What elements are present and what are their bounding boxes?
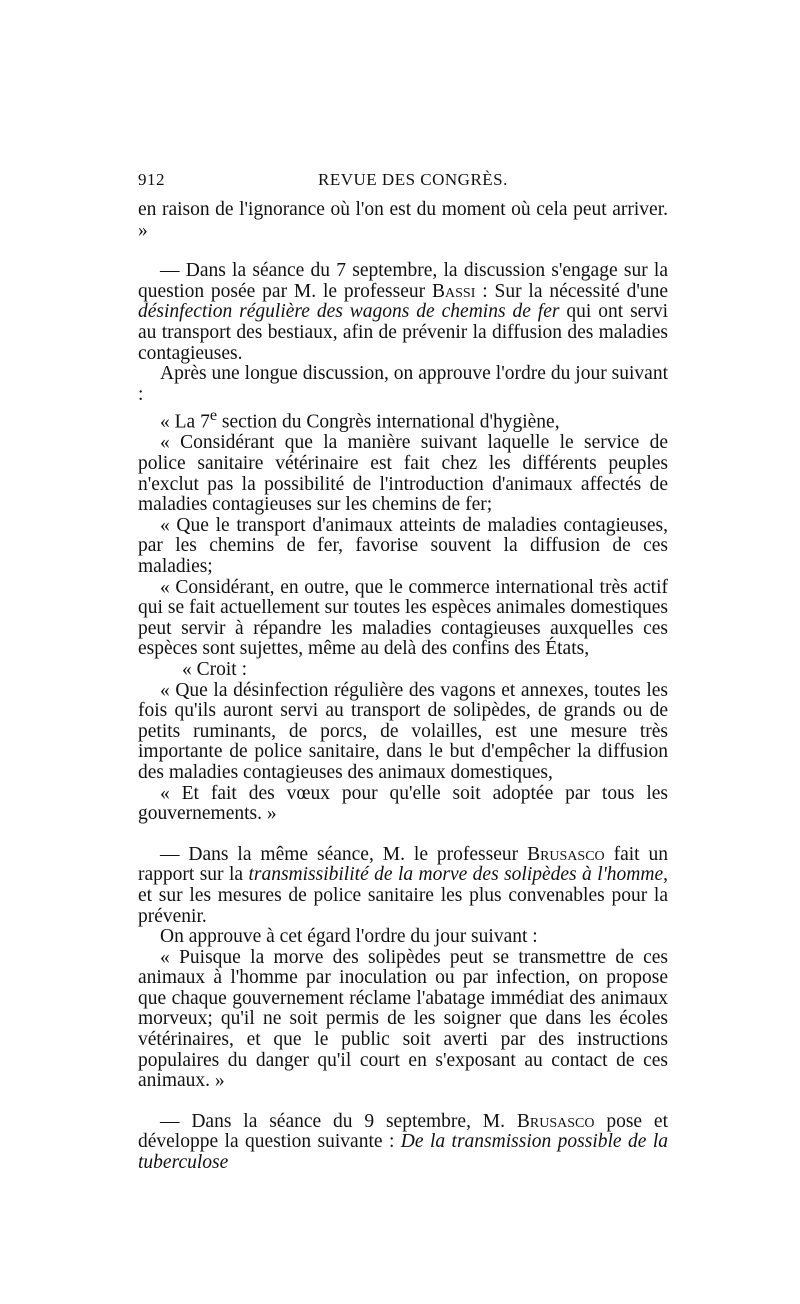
paragraph-on-approuve: On approuve à cet égard l'ordre du jour suivant :	[160, 926, 538, 948]
text-run: pose et développe la question suivante :	[138, 1110, 668, 1153]
text-run: « La 7	[160, 411, 210, 433]
paragraph-desinfection: « Que la désinfection régulière des vagons et annexes, toutes les fois qu'ils auront servi au transport de solipèdes, de grands ou de petits ruminants, de porcs, de volailles, est une mesure très importante de police sanitaire, dans le but d'empêcher la diffusion des maladies contagieuses des animaux domestiques,	[138, 679, 668, 783]
paragraph-gap	[138, 241, 668, 261]
text-run: qui ont servi au transport des bestiaux, afin de prévenir la diffusion des maladies contagieuses.	[138, 301, 669, 364]
person-name: Brusasco	[527, 843, 605, 865]
page-header	[138, 170, 668, 194]
person-name: Bassi	[432, 280, 476, 302]
paragraph-gap	[138, 1092, 668, 1112]
italic-subject: transmissibilité de la morve des solipèdes à l'homme	[248, 864, 664, 886]
paragraph-croit: « Croit :	[182, 658, 248, 680]
running-head: REVUE DES CONGRÈS.	[318, 170, 508, 189]
italic-subject: désinfection régulière des wagons de chemins de fer	[138, 301, 560, 323]
paragraph-gap	[138, 825, 668, 845]
paragraph-seance-7-septembre	[138, 261, 668, 364]
paragraph-brusasco-rapport	[138, 845, 668, 927]
paragraph-considerant-2: « Considérant, en outre, que le commerce international très actif qui se fait actuellement sur toutes les espèces animales domestiques peut servir à répandre les maladies contagieuses auxquelles ces espèces sont sujettes, même au delà des confins des États,	[138, 576, 668, 660]
paragraph-ordre-du-jour: Après une longue discussion, on approuve l'ordre du jour suivant :	[138, 363, 668, 405]
superscript: e	[209, 406, 218, 425]
person-name: Brusasco	[516, 1110, 595, 1132]
text-run: — Dans la même séance, M. le professeur	[160, 843, 528, 865]
body-text	[138, 200, 668, 1174]
text-run: — Dans la séance du 9 septembre, M.	[160, 1110, 517, 1132]
italic-subject: De la transmission possible de la tuberculose	[138, 1131, 668, 1174]
paragraph-que-transport: « Que le transport d'animaux atteints de maladies contagieuses, par les chemins de fer, favorise souvent la diffusion de ces maladies;	[138, 514, 668, 577]
text-run: : Sur la nécessité d'une	[475, 280, 668, 302]
paragraph-seance-9-septembre	[138, 1112, 668, 1174]
paragraph-morve: « Puisque la morve des solipèdes peut se transmettre de ces animaux à l'homme par inoculation ou par infection, on propose que chaque gouvernement réclame l'abatage immédiat des animaux morveux; qu'il ne soit permis de les soigner que dans les écoles vétérinaires, et que le public soit averti par des instructions populaires du danger qu'il court en s'exposant au contact de ces animaux. »	[138, 946, 668, 1092]
paragraph-considerant-1: « Considérant que la manière suivant laquelle le service de police sanitaire vétérinaire est fait chez les différents peuples n'exclut pas la possibilité de l'introduction d'animaux affectés de maladies contagieuses sur les chemins de fer;	[138, 432, 668, 516]
text-run: fait un rapport sur la	[138, 843, 668, 886]
text-run: — Dans la séance du 7 septembre, la discussion s'engage sur la question posée par M. le professeur	[138, 260, 668, 302]
text-run: section du Congrès international d'hygiène,	[217, 411, 560, 433]
page-number: 912	[138, 170, 165, 189]
paragraph-voeux: « Et fait des vœux pour qu'elle soit adoptée par tous les gouvernements. »	[138, 782, 668, 825]
paragraph-section	[138, 405, 668, 433]
text-run: , et sur les mesures de police sanitaire les plus convenables pour la prévenir.	[138, 864, 668, 927]
paragraph-continuation: en raison de l'ignorance où l'on est du moment où cela peut arriver. »	[138, 199, 668, 241]
